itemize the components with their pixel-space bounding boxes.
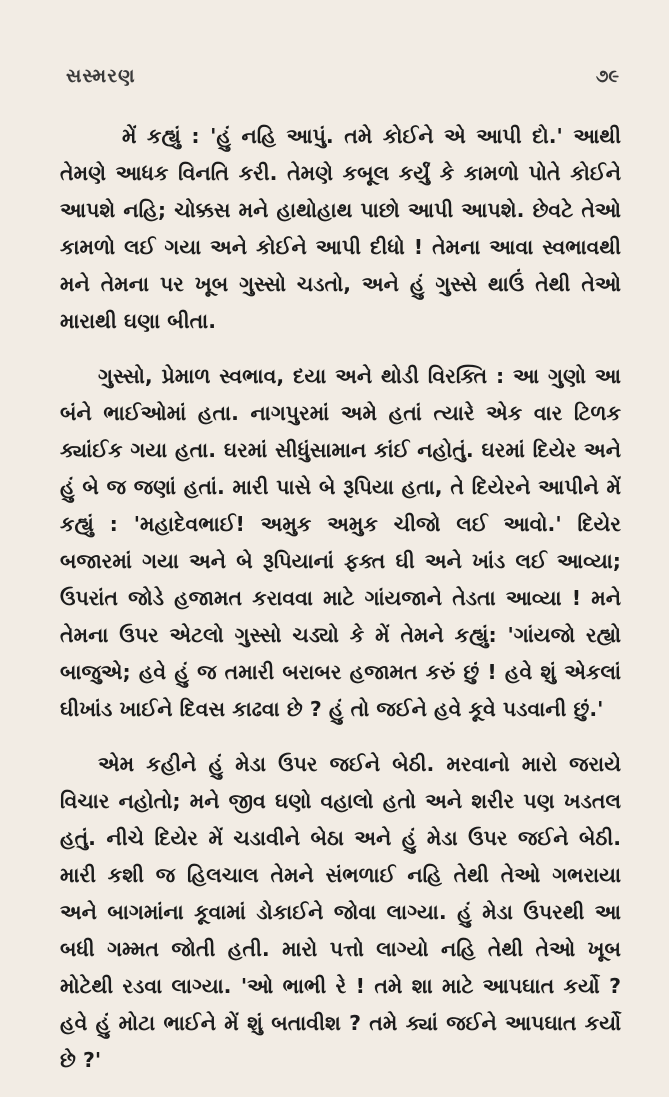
paragraph-1: મેં કહ્યું : 'હું નહિ આપું. તમે કોઈને એ આપી દો.' આથી તેમણે આધક વિનતિ કરી. તેમણે કબૂલ કર્યું કે કામળો પોતે કોઈને આપશે નહિ; ચોક્કસ મને હાથોહાથ પાછો આપી આપશે. છેવટે તેઓ કામળો લઈ ગયા અને કોઈને આપી દીધો ! તેમના આવા સ્વભાવથી મને તેમના પર ખૂબ ગુસ્સો ચડતો, અને હું ગુસ્સે થાઉં તેથી તેઓ મારાથી ઘણા બીતા. bbox=[60, 124, 621, 333]
page-number: ૭૯ bbox=[595, 65, 619, 87]
paragraph-3: એમ કહીને હું મેડા ઉપર જઈને બેઠી. મરવાનો મારો જરાયે વિચાર નહોતો; મને જીવ ઘણો વહાલો હતો અને શરીર પણ ખડતલ હતું. નીચે દિયેર મેં ચડાવીને બેઠા અને હું મેડા ઉપર જઈને બેઠી. મારી કશી જ હિલચાલ તેમને સંભળાઈ નહિ તેથી તેઓ ગભરાયા અને બાગમાંના કૂવામાં ડોકાઈને જોવા લાગ્યા. હું મેડા ઉપરથી આ બધી ગમ્મત જોતી હતી. મારો પત્તો લાગ્યો નહિ તેથી તેઓ ખૂબ મોટેથી રડવા લાગ્યા. 'ઓ ભાભી રે ! તમે શા માટે આપઘાત કર્યો ? હવે હું મોટા ભાઈને મેં શું બતાવીશ ? તમે ક્યાં જઈને આપઘાત કર્યો છે ?' bbox=[60, 752, 621, 1072]
paragraph-2: ગુસ્સો, પ્રેમાળ સ્વભાવ, દયા અને થોડી વિરક્તિ : આ ગુણો આ બંને ભાઈઓમાં હતા. નાગપુરમાં અમે હતાં ત્યારે એક વાર ટિળક ક્યાંઈક ગયા હતા. ઘરમાં સીધુંસામાન કાંઈ નહોતું. ઘરમાં દિયેર અને હું બે જ જણાં હતાં. મારી પાસે બે રૂપિયા હતા, તે દિયેરને આપીને મેં કહ્યું : 'મહાદેવભાઈ! અમુક અમુક ચીજો લઈ આવો.' દિયેર બજારમાં ગયા અને બે રૂપિયાનાં ફક્ત ઘી અને ખાંડ લઈ આવ્યા; ઉપરાંત જોડે હજામત કરાવવા માટે ગાંયજાને તેડતા આવ્યા ! મને તેમના ઉપર એટલો ગુસ્સો ચડ્યો કે મેં તેમને કહ્યું: 'ગાંયજો રહ્યો બાજુએ; હવે હું જ તમારી બરાબર હજામત કરું છું ! હવે શું એકલાં ઘીખાંડ ખાઈને દિવસ કાઢવા છે ? હું તો જઈને હવે કૂવે પડવાની છું.' bbox=[60, 364, 621, 721]
running-title: સસ્મરણ bbox=[66, 65, 136, 87]
page-header bbox=[66, 56, 619, 96]
body-text bbox=[60, 118, 621, 1097]
